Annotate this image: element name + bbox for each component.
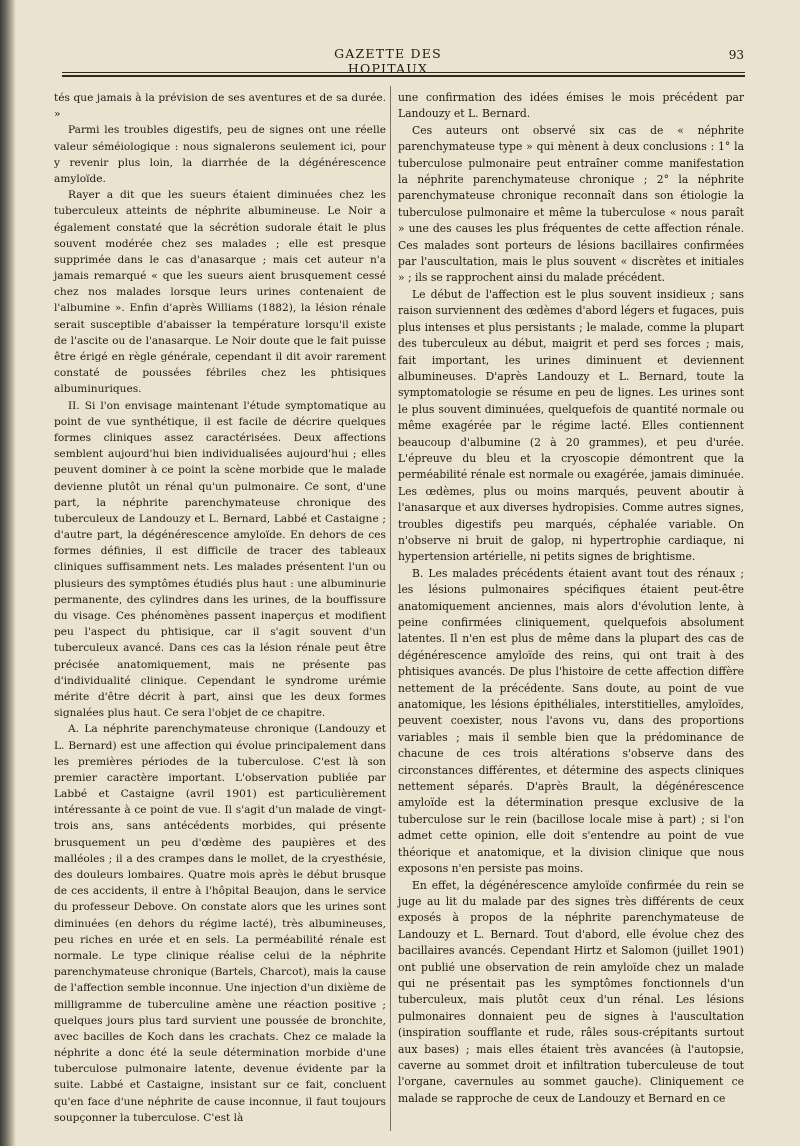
paragraph: Ces auteurs ont observé six cas de « néphrite parenchymateuse type » qui mènent à deux conclusions : 1° la tuberculose pulmonaire peut entraîner comme manifestation la néphrite parenchymateuse chronique ; 2° la néphrite parenchymateuse chronique reconnaît dans son étiologie la tuberculose pulmonaire et même la tuberculose « nous paraît » une des causes les plus fréquentes de cette affection rénale. Ces malades sont porteurs de lésions bacillaires confirmées par l'auscultation, mais le plus souvent « discrètes et initiales » ; ils se rapprochent ainsi du malade précédent. [398, 123, 744, 285]
right-column [398, 90, 744, 1107]
left-column [54, 90, 386, 1126]
running-head: GAZETTE DES HOPITAUX [334, 46, 442, 76]
page-number: 93 [728, 48, 744, 62]
paragraph: B. Les malades précédents étaient avant tout des rénaux ; les lésions pulmonaires spécifiques étaient peut-être anatomiquement anciennes, mais alors d'évolution lente, à peine confirmées cliniquement, quelquefois absolument latentes. Il n'en est plus de même dans la plupart des cas de dégénérescence amyloïde des reins, qui ont trait à des phtisiques avancés. De plus l'histoire de cette affection diffère nettement de la précédente. Sans doute, au point de vue anatomique, les lésions épithéliales, interstitielles, amyloïdes, peuvent coexister, nous l'avons vu, dans des proportions variables ; mais il semble bien que la prédominance de chacune de ces trois altérations s'observe dans des circonstances différentes, et détermine des aspects cliniques nettement séparés. D'après Brault, la dégénérescence amyloïde est la détermination presque exclusive de la tuberculose sur le rein (bacillose locale mise à part) ; si l'on admet cette opinion, elle doit s'entendre au point de vue théorique et anatomique, et la division clinique que nous exposons n'en persiste pas moins. [398, 566, 744, 876]
paragraph: II. Si l'on envisage maintenant l'étude symptomatique au point de vue synthétique, il est facile de décrire quelques formes cliniques assez caractérisées. Deux affections semblent aujourd'hui bien individualisées aujourd'hui ; elles peuvent dominer à ce point la scène morbide que le malade devienne plutôt un rénal qu'un pulmonaire. Ce sont, d'une part, la néphrite parenchymateuse chronique des tuberculeux de Landouzy et L. Bernard, Labbé et Castaigne ; d'autre part, la dégénérescence amyloïde. En dehors de ces formes définies, il est difficile de tracer des tableaux cliniques suffisamment nets. Les malades présentent l'un ou plusieurs des symptômes étudiés plus haut : une albuminurie permanente, des cylindres dans les urines, de la bouffissure du visage. Ces phénomènes passent inaperçus et modifient peu l'aspect du phtisique, car il s'agit souvent d'un tuberculeux avancé. Dans ces cas la lésion rénale peut être précisée anatomiquement, mais ne présente pas d'individualité clinique. Cependant le syndrome urémie mérite d'être décrit à part, ainsi que les deux formes signalées plus haut. Ce sera l'objet de ce chapitre. [54, 399, 386, 720]
book-binding-edge [0, 0, 16, 1146]
header-rule-bottom [62, 75, 745, 77]
paragraph: Parmi les troubles digestifs, peu de signes ont une réelle valeur séméiologique : nous signalerons seulement ici, pour y revenir plus loin, la diarrhée de la dégénérescence amyloïde. [54, 124, 386, 185]
paragraph: En effet, la dégénérescence amyloïde confirmée du rein se juge au lit du malade par des signes très différents de ceux exposés à propos de la néphrite parenchymateuse de Landouzy et L. Bernard. Tout d'abord, elle évolue chez des bacillaires avancés. Cependant Hirtz et Salomon (juillet 1901) ont publié une observation de rein amyloïde chez un malade qui ne présentait pas les symptômes fonctionnels d'un tuberculeux, mais plutôt ceux d'un rénal. Les lésions pulmonaires donnaient peu de signes à l'auscultation (inspiration soufflante et rude, râles sous-crépitants surtout aux bases) ; mais elles étaient très avancées (à l'autopsie, caverne au sommet droit et infiltration tuberculeuse de tout l'organe, cavernules au sommet gauche). Cliniquement ce malade se rapproche de ceux de Landouzy et Bernard en ce [398, 878, 744, 1105]
header-rule-top [62, 72, 745, 73]
paragraph: une confirmation des idées émises le mois précédent par Landouzy et L. Bernard. [398, 91, 744, 121]
column-divider [390, 86, 391, 1131]
paragraph: Rayer a dit que les sueurs étaient diminuées chez les tuberculeux atteints de néphrite albumineuse. Le Noir a également constaté que la sécrétion sudorale était le plus souvent modérée chez ses malades ; elle est presque supprimée dans le cas d'anasarque ; mais cet auteur n'a jamais remarqué « que les sueurs aient brusquement cessé chez nos malades lorsque leurs urines contenaient de l'albumine ». Enfin d'après Williams (1882), la lésion rénale serait susceptible d'abaisser la température lorsqu'il existe de l'ascite ou de l'anasarque. Le Noir doute que le fait puisse être érigé en règle générale, cependant il dit avoir rarement constaté de poussées fébriles chez les phtisiques albuminuriques. [54, 189, 386, 396]
paragraph: A. La néphrite parenchymateuse chronique (Landouzy et L. Bernard) est une affection qui évolue principalement dans les premières périodes de la tuberculose. C'est là son premier caractère important. L'observation publiée par Labbé et Castaigne (avril 1901) est particulièrement intéressante à ce point de vue. Il s'agit d'un malade de vingt-trois ans, sans antécédents morbides, qui présente brusquement un peu d'œdème des paupières et des malléoles ; il a des crampes dans le mollet, de la cryesthésie, des douleurs lombaires. Quatre mois après le début brusque de ces accidents, il entre à l'hôpital Beaujon, dans le service du professeur Debove. On constate alors que les urines sont diminuées (en dehors du régime lacté), très albumineuses, peu riches en urée et en sels. La perméabilité rénale est normale. Le type clinique réalise celui de la néphrite parenchymateuse chronique (Bartels, Charcot), mais la cause de l'affection semble inconnue. Une injection d'un dixième de milligramme de tuberculine amène une réaction positive ; quelques jours plus tard survient une poussée de bronchite, avec bacilles de Koch dans les crachats. Chez ce malade la néphrite a donc été la seule détermination morbide d'une tuberculose pulmonaire latente, devenue évidente par la suite. Labbé et Castaigne, insistant sur ce fait, concluent qu'en face d'une néphrite de cause inconnue, il faut toujours soupçonner la tuberculose. C'est là [54, 723, 386, 1124]
paragraph: Le début de l'affection est le plus souvent insidieux ; sans raison surviennent des œdèmes d'abord légers et fugaces, puis plus intenses et plus persistants ; le malade, comme la plupart des tuberculeux au début, maigrit et perd ses forces ; mais, fait important, les urines diminuent et deviennent albumineuses. D'après Landouzy et L. Bernard, toute la symptomatologie se résume en peu de lignes. Les urines sont le plus souvent diminuées, quelquefois de quantité normale ou même exagérée par le régime lacté. Elles contiennent beaucoup d'albumine (2 à 20 grammes), et peu d'urée. L'épreuve du bleu et la cryoscopie démontrent que la perméabilité rénale est normale ou exagérée, jamais diminuée. Les œdèmes, plus ou moins marqués, peuvent aboutir à l'anasarque et aux diverses hydropisies. Comme autres signes, troubles digestifs peu marqués, céphalée variable. On n'observe ni bruit de galop, ni hypertrophie cardiaque, ni hypertension artérielle, ni petits signes de brightisme. [398, 287, 744, 564]
paragraph: tés que jamais à la prévision de ses aventures et de sa durée. » [54, 92, 386, 121]
